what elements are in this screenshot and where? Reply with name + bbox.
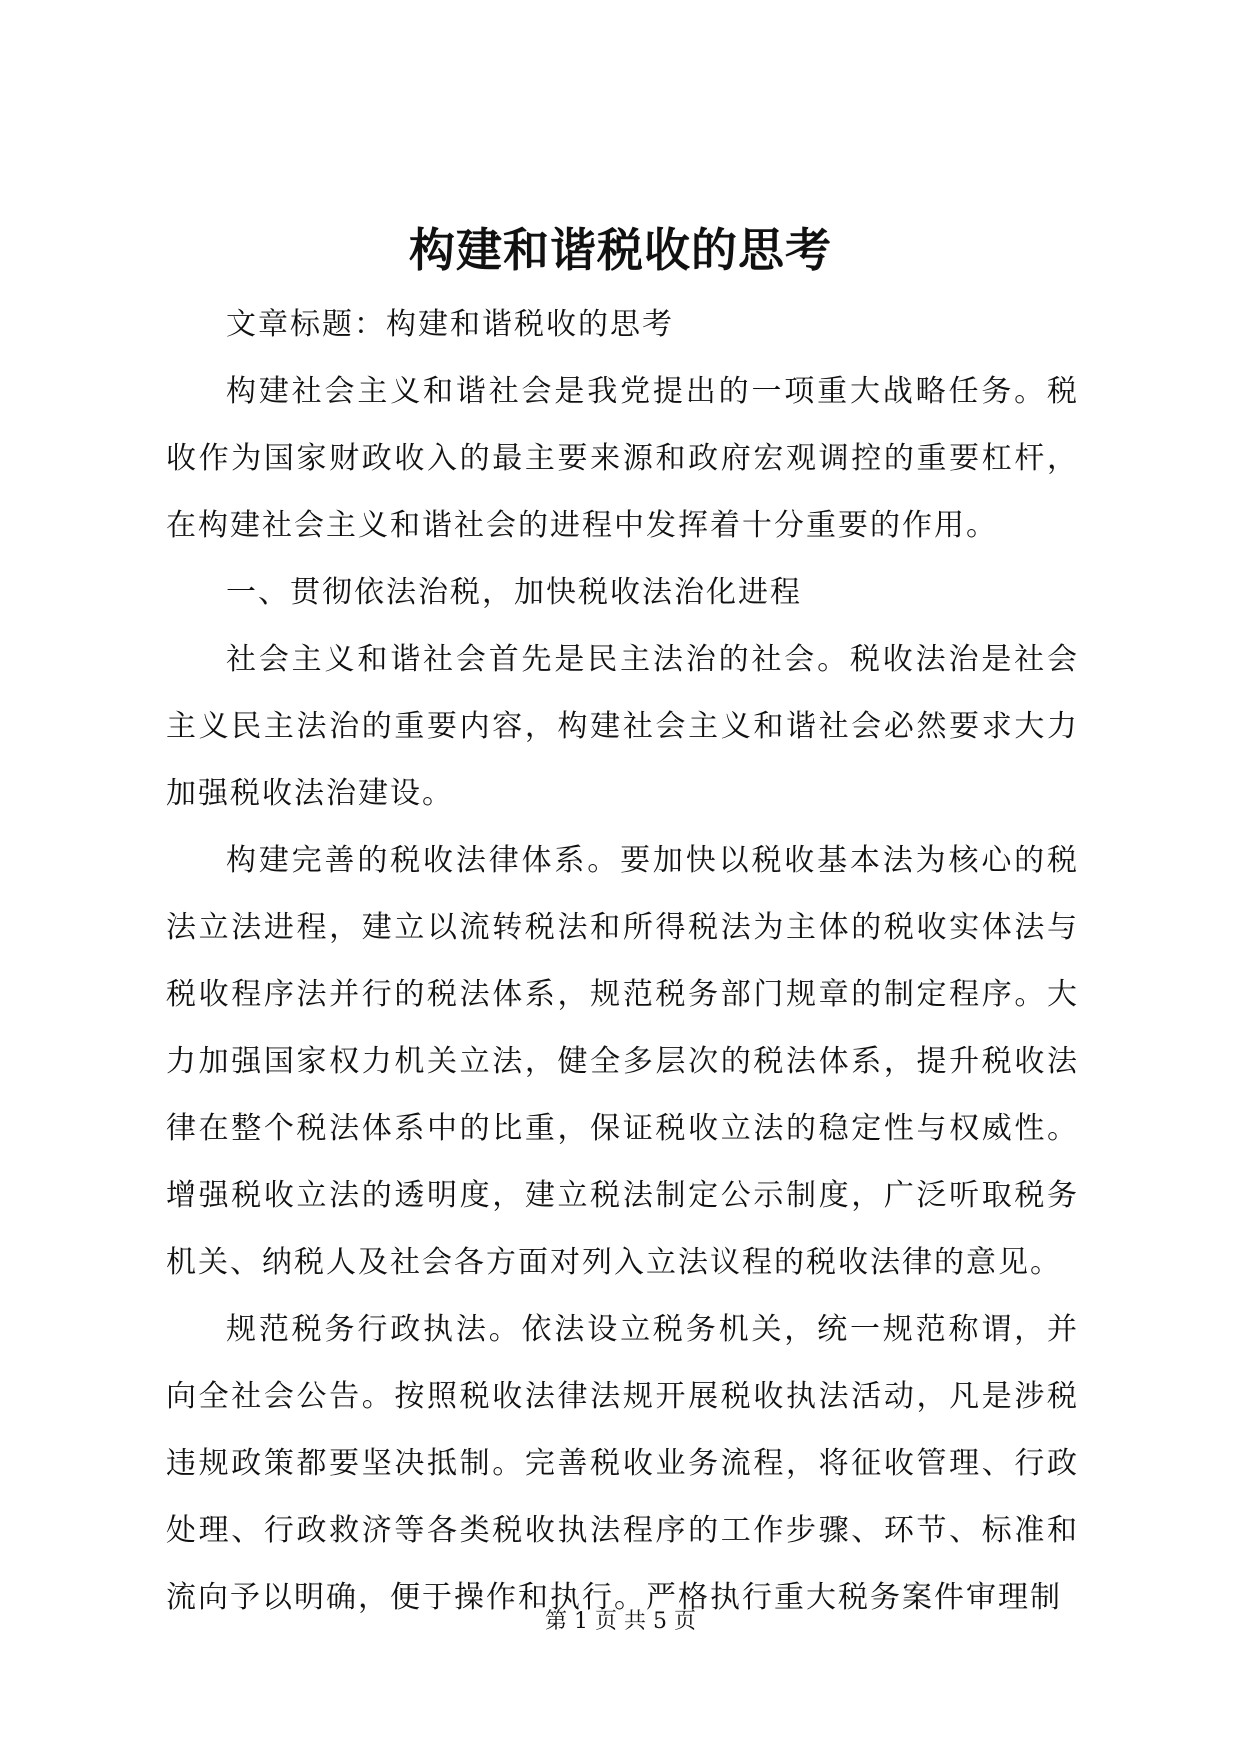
paragraph-intro: 构建社会主义和谐社会是我党提出的一项重大战略任务。税收作为国家财政收入的最主要来源和政府宏观调控的重要杠杆，在构建社会主义和谐社会的进程中发挥着十分重要的作用。 <box>166 374 1079 543</box>
document-body <box>166 291 1079 1631</box>
section-heading-1: 一、贯彻依法治税，加快税收法治化进程 <box>226 575 802 610</box>
paragraph-legal-system: 构建完善的税收法律体系。要加快以税收基本法为核心的税法立法进程，建立以流转税法和所得税法为主体的税收实体法与税收程序法并行的税法体系，规范税务部门规章的制定程序。大力加强国家权力机关立法，健全多层次的税法体系，提升税收法律在整个税法体系中的比重，保证税收立法的稳定性与权威性。增强税收立法的透明度，建立税法制定公示制度，广泛听取税务机关、纳税人及社会各方面对列入立法议程的税收法律的意见。 <box>166 843 1079 1280</box>
paragraph-law-enforcement: 规范税务行政执法。依法设立税务机关，统一规范称谓，并向全社会公告。按照税收法律法规开展税收执法活动，凡是涉税违规政策都要坚决抵制。完善税收业务流程，将征收管理、行政处理、行政救济等各类税收执法程序的工作步骤、环节、标准和流向予以明确，便于操作和执行。严格执行重大税务案件审理制 <box>166 1312 1079 1615</box>
document-title: 构建和谐税收的思考 <box>409 223 832 277</box>
paragraph-rule-of-law: 社会主义和谐社会首先是民主法治的社会。税收法治是社会主义民主法治的重要内容，构建社会主义和谐社会必然要求大力加强税收法治建设。 <box>166 642 1079 811</box>
paragraph-article-title: 文章标题：构建和谐税收的思考 <box>226 307 674 342</box>
page-footer: 第 1 页 共 5 页 <box>545 1609 696 1634</box>
